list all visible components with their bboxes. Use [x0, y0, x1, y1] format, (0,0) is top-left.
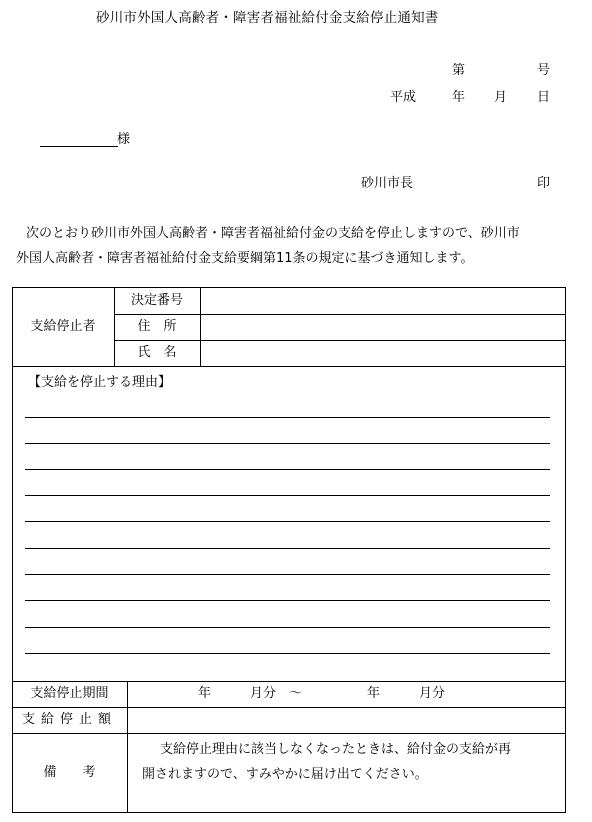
amount-label: 支給停止額 — [21, 712, 117, 727]
addressee-suffix: 様 — [117, 132, 131, 147]
date-month: 月 — [494, 90, 508, 105]
addressee-underline — [40, 146, 118, 147]
document-title: 砂川市外国人高齢者・障害者福祉給付金支給停止通知書 — [96, 10, 439, 26]
decision-number-field[interactable] — [201, 288, 565, 314]
recipient-header: 支給停止者 — [30, 318, 96, 334]
address-field[interactable] — [201, 315, 565, 340]
body-text-line2: 外国人高齢者・障害者福祉給付金支給要綱第11条の規定に基づき通知します。 — [16, 251, 474, 266]
amount-field[interactable] — [128, 708, 565, 733]
decision-number-label: 決定番号 — [130, 292, 183, 308]
name-field[interactable] — [201, 341, 565, 366]
remarks-label: 備 考 — [43, 764, 96, 780]
period-label: 支給停止期間 — [30, 686, 109, 701]
remarks-text-line1: 支給停止理由に該当しなくなったときは、給付金の支給が再 — [160, 742, 512, 757]
issuer-title: 砂川市長 — [361, 176, 414, 191]
number-prefix: 第 — [452, 63, 466, 78]
address-label: 住 所 — [137, 319, 177, 334]
date-day: 日 — [537, 90, 551, 105]
reason-header: 【支給を停止する理由】 — [28, 375, 172, 390]
remarks-text-line2: 開されますので、すみやかに届け出てください。 — [142, 767, 428, 782]
seal-mark: 印 — [537, 176, 551, 191]
period-value[interactable]: 年 月分 ～ 年 月分 — [198, 686, 446, 701]
body-text-line1: 次のとおり砂川市外国人高齢者・障害者福祉給付金の支給を停止しますので、砂川市 — [26, 226, 520, 241]
date-era: 平成 — [390, 90, 417, 105]
name-label: 氏 名 — [137, 345, 177, 360]
date-year: 年 — [452, 90, 466, 105]
number-suffix: 号 — [537, 63, 551, 78]
